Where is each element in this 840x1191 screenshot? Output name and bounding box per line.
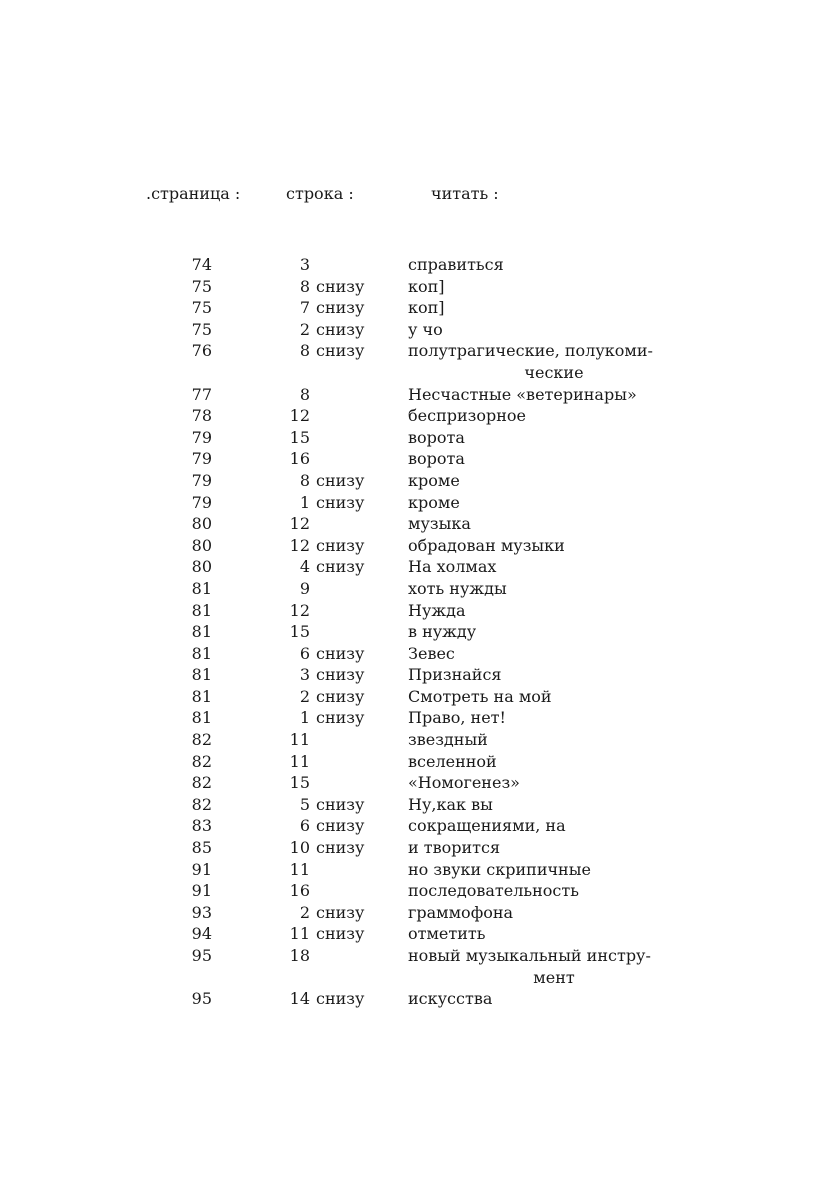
table-row <box>0 340 840 383</box>
table-row <box>0 448 840 470</box>
row-correct-text-line1: Нужда <box>408 600 466 620</box>
header-read: читать : <box>431 184 499 203</box>
row-page-number: 91 <box>191 859 212 879</box>
row-page-number: 80 <box>191 557 212 577</box>
row-correct-text <box>408 470 670 492</box>
row-correct-text <box>408 535 670 557</box>
table-row <box>0 815 840 837</box>
row-correct-text <box>408 729 670 751</box>
row-line-note: снизу <box>316 319 365 339</box>
row-correct-text-line1: кроме <box>408 470 460 490</box>
row-correct-text-line1: сокращениями, на <box>408 816 566 836</box>
row-correct-text <box>408 427 670 449</box>
row-page-number: 82 <box>191 751 212 771</box>
row-page-number: 94 <box>191 924 212 944</box>
row-correct-text-line1: у чо <box>408 319 443 339</box>
row-correct-text <box>408 621 670 643</box>
row-correct-text <box>408 772 670 794</box>
row-correct-text <box>408 297 670 319</box>
table-row <box>0 600 840 622</box>
row-correct-text-line1: кроме <box>408 492 460 512</box>
row-correct-text-line1: в нужду <box>408 622 477 642</box>
row-line-note: снизу <box>316 924 365 944</box>
row-line-number: 4 <box>299 557 310 577</box>
row-page-number: 91 <box>191 881 212 901</box>
row-line-number: 12 <box>289 600 310 620</box>
row-correct-text <box>408 578 670 600</box>
row-page-number: 76 <box>191 341 212 361</box>
row-page-number: 79 <box>191 427 212 447</box>
row-line-number: 8 <box>299 384 310 404</box>
table-row <box>0 837 840 859</box>
row-correct-text-line1: Несчастные «ветеринары» <box>408 384 637 404</box>
row-line-note: снизу <box>316 902 365 922</box>
table-row <box>0 319 840 341</box>
row-correct-text-line1: полутрагические, полукоми- <box>408 341 653 361</box>
table-row <box>0 384 840 406</box>
row-correct-text-line1: музыка <box>408 514 471 534</box>
row-line-number: 16 <box>289 449 310 469</box>
table-row <box>0 772 840 794</box>
row-correct-text <box>408 664 670 686</box>
row-page-number: 77 <box>191 384 212 404</box>
row-line-number: 1 <box>299 492 310 512</box>
row-correct-text-line1: Ну,как вы <box>408 794 493 814</box>
row-line-number: 11 <box>289 751 310 771</box>
row-line-note: снизу <box>316 665 365 685</box>
row-page-number: 85 <box>191 838 212 858</box>
row-correct-text <box>408 707 670 729</box>
table-row <box>0 470 840 492</box>
row-line-number: 6 <box>299 816 310 836</box>
row-correct-text-line1: вселенной <box>408 751 497 771</box>
row-correct-text-line1: и творится <box>408 838 501 858</box>
table-row <box>0 751 840 773</box>
row-page-number: 74 <box>191 255 212 274</box>
table-row <box>0 707 840 729</box>
row-page-number: 81 <box>191 665 212 685</box>
row-line-number: 12 <box>289 535 310 555</box>
row-correct-text <box>408 276 670 298</box>
row-line-number: 11 <box>289 730 310 750</box>
table-row <box>0 513 840 535</box>
table-row <box>0 686 840 708</box>
row-page-number: 95 <box>191 946 212 965</box>
row-page-number: 93 <box>191 902 212 922</box>
table-row <box>0 923 840 945</box>
row-correct-text <box>408 643 670 665</box>
row-page-number: 75 <box>191 276 212 296</box>
table-row <box>0 276 840 298</box>
row-correct-text <box>408 751 670 773</box>
row-page-number: 81 <box>191 708 212 728</box>
row-correct-text-line1: но звуки скрипичные <box>408 859 591 879</box>
row-line-number: 7 <box>299 298 310 318</box>
row-line-number: 8 <box>299 470 310 490</box>
row-correct-text-line1: Признайся <box>408 665 502 685</box>
row-correct-text <box>408 815 670 837</box>
row-line-note: снизу <box>316 838 365 858</box>
row-page-number: 75 <box>191 319 212 339</box>
row-correct-text-line1: ворота <box>408 449 465 469</box>
errata-table <box>0 254 840 1010</box>
row-correct-text <box>408 837 670 859</box>
row-page-number: 75 <box>191 298 212 318</box>
row-page-number: 80 <box>191 514 212 534</box>
row-line-number: 3 <box>299 255 310 274</box>
row-page-number: 82 <box>191 773 212 793</box>
row-line-number: 2 <box>299 686 310 706</box>
row-correct-text <box>408 340 670 383</box>
row-correct-text-line1: новый музыкальный инстру- <box>408 946 651 965</box>
row-line-note: снизу <box>316 686 365 706</box>
table-row <box>0 729 840 751</box>
row-correct-text <box>408 794 670 816</box>
row-page-number: 82 <box>191 730 212 750</box>
row-correct-text <box>408 405 670 427</box>
row-correct-text-line1: искусства <box>408 989 493 1009</box>
row-page-number: 81 <box>191 622 212 642</box>
row-line-number: 2 <box>299 319 310 339</box>
row-page-number: 83 <box>191 816 212 836</box>
row-line-note: снизу <box>316 643 365 663</box>
row-correct-text-line1: граммофона <box>408 902 514 922</box>
row-correct-text-line1: Смотреть на мой <box>408 686 552 706</box>
row-correct-text-line1: Зевес <box>408 643 455 663</box>
row-correct-text-line1: коп] <box>408 276 445 296</box>
row-line-number: 11 <box>289 924 310 944</box>
row-line-number: 11 <box>289 859 310 879</box>
table-row <box>0 297 840 319</box>
row-line-number: 12 <box>289 406 310 426</box>
row-correct-text <box>408 945 670 988</box>
table-row <box>0 405 840 427</box>
row-correct-text-line1: Право, нет! <box>408 708 506 728</box>
row-line-number: 8 <box>299 276 310 296</box>
table-row <box>0 427 840 449</box>
table-row <box>0 643 840 665</box>
row-line-note: снизу <box>316 492 365 512</box>
row-correct-text <box>408 902 670 924</box>
row-page-number: 81 <box>191 578 212 598</box>
row-line-number: 12 <box>289 514 310 534</box>
row-page-number: 95 <box>191 989 212 1009</box>
row-page-number: 81 <box>191 686 212 706</box>
row-line-number: 1 <box>299 708 310 728</box>
row-line-note: снизу <box>316 816 365 836</box>
row-correct-text <box>408 859 670 881</box>
row-correct-text-line1: коп] <box>408 298 445 318</box>
row-correct-text-line1: ворота <box>408 427 465 447</box>
row-page-number: 82 <box>191 794 212 814</box>
row-line-number: 9 <box>299 578 310 598</box>
row-correct-text <box>408 492 670 514</box>
row-line-number: 2 <box>299 902 310 922</box>
row-line-note: снизу <box>316 298 365 318</box>
row-correct-text-line2: мент <box>533 967 575 987</box>
row-correct-text <box>408 880 670 902</box>
row-correct-text-line1: звездный <box>408 730 488 750</box>
row-line-number: 15 <box>289 427 310 447</box>
row-page-number: 81 <box>191 600 212 620</box>
table-row <box>0 254 840 276</box>
row-line-number: 16 <box>289 881 310 901</box>
row-correct-text <box>408 600 670 622</box>
row-line-note: снизу <box>316 557 365 577</box>
row-line-note: снизу <box>316 276 365 296</box>
row-line-number: 5 <box>299 794 310 814</box>
row-correct-text-line1: На холмах <box>408 557 497 577</box>
table-row <box>0 556 840 578</box>
header-line: строка : <box>286 184 354 203</box>
row-page-number: 81 <box>191 643 212 663</box>
table-row <box>0 621 840 643</box>
row-correct-text-line1: беспризорное <box>408 406 526 426</box>
row-correct-text-line1: справиться <box>408 255 504 274</box>
table-row <box>0 859 840 881</box>
table-row <box>0 902 840 924</box>
table-row <box>0 578 840 600</box>
row-line-number: 15 <box>289 622 310 642</box>
row-correct-text <box>408 988 670 1010</box>
row-correct-text-line1: «Номогенез» <box>408 773 520 793</box>
table-header <box>0 184 840 208</box>
row-line-note: снизу <box>316 535 365 555</box>
row-correct-text <box>408 513 670 535</box>
row-line-number: 10 <box>289 838 310 858</box>
table-row <box>0 535 840 557</box>
row-correct-text <box>408 923 670 945</box>
row-line-number: 18 <box>289 946 310 965</box>
row-correct-text-line2: ческие <box>524 362 584 382</box>
table-row <box>0 988 840 1010</box>
row-correct-text <box>408 448 670 470</box>
row-line-number: 15 <box>289 773 310 793</box>
row-correct-text-line1: обрадован музыки <box>408 535 565 555</box>
row-page-number: 79 <box>191 449 212 469</box>
table-row <box>0 945 840 988</box>
row-line-number: 14 <box>289 989 310 1009</box>
row-correct-text-line1: отметить <box>408 924 486 944</box>
row-line-note: снизу <box>316 794 365 814</box>
row-line-note: снизу <box>316 708 365 728</box>
row-page-number: 79 <box>191 492 212 512</box>
row-line-note: снизу <box>316 341 365 361</box>
row-line-number: 6 <box>299 643 310 663</box>
row-page-number: 79 <box>191 470 212 490</box>
row-correct-text-line1: последовательность <box>408 881 579 901</box>
table-row <box>0 664 840 686</box>
row-line-number: 8 <box>299 341 310 361</box>
row-correct-text <box>408 254 670 276</box>
header-page: .страница : <box>146 184 241 203</box>
table-row <box>0 880 840 902</box>
table-row <box>0 794 840 816</box>
row-correct-text-line1: хоть нужды <box>408 578 507 598</box>
row-correct-text <box>408 686 670 708</box>
row-correct-text <box>408 384 670 406</box>
row-line-number: 3 <box>299 665 310 685</box>
row-line-note: снизу <box>316 989 365 1009</box>
row-page-number: 78 <box>191 406 212 426</box>
row-correct-text <box>408 319 670 341</box>
row-line-note: снизу <box>316 470 365 490</box>
table-row <box>0 492 840 514</box>
row-correct-text <box>408 556 670 578</box>
row-page-number: 80 <box>191 535 212 555</box>
